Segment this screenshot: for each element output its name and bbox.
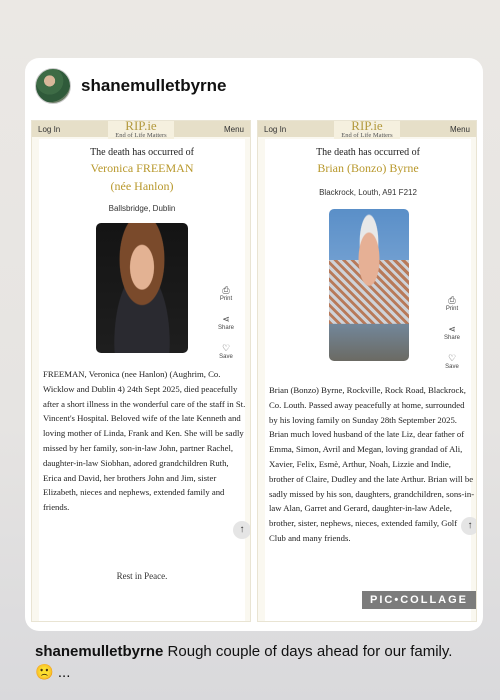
action-column: [439, 295, 465, 382]
deceased-name: Veronica FREEMAN: [90, 161, 194, 175]
heart-icon: ♡: [221, 343, 231, 353]
print-action[interactable]: ⎙ Print: [213, 285, 239, 302]
more-link[interactable]: ...: [57, 664, 71, 681]
deceased-name: Brian (Bonzo) Byrne: [317, 161, 419, 175]
notice-heading: The death has occurred of: [90, 147, 194, 158]
logo-tagline: End of Life Matters: [341, 132, 393, 139]
share-action[interactable]: ⋖ Share: [439, 324, 465, 341]
avatar[interactable]: [35, 68, 71, 104]
deceased-location: Blackrock, Louth, A91 F212: [319, 188, 417, 197]
site-logo: [334, 120, 400, 140]
post-caption: [35, 641, 475, 683]
share-icon: ⋖: [222, 314, 230, 324]
deceased-location: Ballsbridge, Dublin: [108, 204, 176, 213]
post-header: [35, 68, 227, 104]
save-action[interactable]: ♡ Save: [213, 343, 239, 360]
logo-mark: RIP.ie: [351, 120, 383, 133]
share-action[interactable]: ⋖ Share: [213, 314, 239, 331]
notice-heading: The death has occurred of: [316, 147, 420, 158]
left-panel: [31, 120, 251, 622]
scroll-up-icon[interactable]: ↑: [461, 517, 477, 535]
collage-image: [31, 120, 477, 622]
print-icon: ⎙: [222, 285, 230, 295]
menu-link[interactable]: Menu: [449, 124, 470, 134]
deceased-photo: [96, 223, 188, 353]
action-column: [213, 285, 239, 372]
save-action[interactable]: ♡ Save: [439, 353, 465, 370]
share-icon: ⋖: [448, 324, 456, 334]
watermark: PIC•COLLAGE: [362, 591, 476, 609]
right-panel: [257, 120, 477, 622]
print-icon: ⎙: [448, 295, 456, 305]
username[interactable]: shanemulletbyrne: [81, 76, 227, 95]
sad-face-icon: 🙁: [35, 664, 54, 681]
story-card: [25, 58, 483, 681]
caption-text: Rough couple of days ahead for our family.: [167, 643, 453, 660]
logo-tagline: End of Life Matters: [115, 132, 167, 139]
notice-content: [39, 139, 245, 622]
deceased-photo: [329, 209, 409, 361]
notice-text: FREEMAN, Veronica (nee Hanlon) (Aughrim, Co. Wicklow and Dublin 4) 24th Sept 2025, died peacefully after a short illness in the wonderful care of the staff in St. Vincent's Hospital. Beloved wife of the late Kenneth and loving mother of Linda, Frank and Ken. She will be sadly missed by her family, son-in-law John, partner Rachel, daughter-in-law Siobhan, adored grandchildren Ruth, Erica and David, her brothers John and Jim, sister Elizabeth, nieces and nephews, extended family and friends.: [43, 369, 246, 513]
print-action[interactable]: ⎙ Print: [439, 295, 465, 312]
caption-username[interactable]: shanemulletbyrne: [35, 643, 164, 660]
heart-icon: ♡: [447, 353, 457, 363]
site-logo: [108, 120, 174, 140]
logo-mark: RIP.ie: [125, 120, 157, 133]
menu-link[interactable]: Menu: [223, 124, 244, 134]
login-link[interactable]: Log In: [264, 124, 287, 134]
maiden-name: (née Hanlon): [110, 179, 174, 193]
notice-content: [265, 139, 475, 622]
notice-text: Brian (Bonzo) Byrne, Rockville, Rock Road, Blackrock, Co. Louth. Passed away peacefully at home, surrounded by his loving family on Sunday 28th September 2025. Brian much loved husband of the late Liz, dear father of Emma, Simon, Avril and Megan, loving grandad of Ali, Xavier, Felix, Esmè, Arthur, Noah, Lizzie and Indie, brother of Claire, Dudley and the late Arthur. Brian will be sadly missed by his son, daughters, grandchildren, sons-in-law Alan, Garret and Gerard, daughter-in-law Adele, brother, sister, nephews, nieces, extended family, Golf Club and many friends.: [269, 385, 475, 543]
scroll-up-icon[interactable]: ↑: [233, 521, 251, 539]
login-link[interactable]: Log In: [38, 124, 61, 134]
rest-in-peace: Rest in Peace.: [116, 571, 168, 581]
